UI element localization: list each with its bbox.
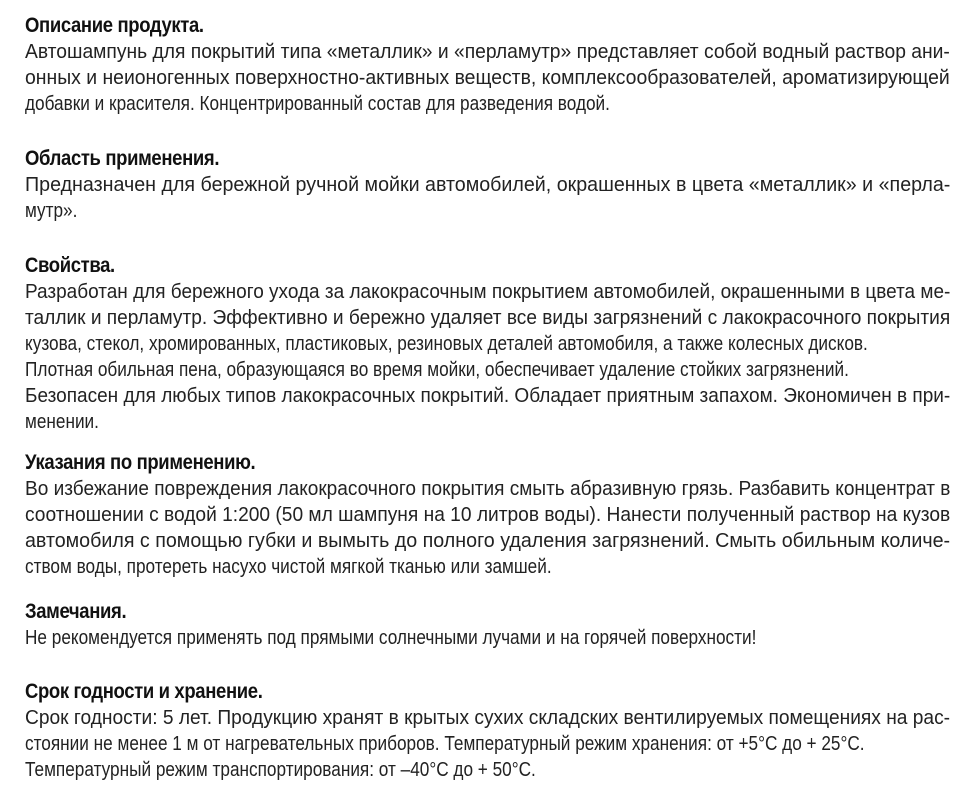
text-line: добавки и красителя. Концентрированный состав для разведения водой. — [25, 93, 610, 115]
section-properties — [25, 252, 978, 435]
section-heading: Описание продукта. — [25, 14, 204, 37]
text-line: Не рекомендуется применять под прямыми солнечными лучами и на горячей поверхности! — [25, 627, 757, 649]
text-line: ством воды, протереть насухо чистой мягкой тканью или замшей. — [25, 556, 552, 578]
section-heading: Замечания. — [25, 600, 127, 623]
text-line: онных и неионогенных поверхностно-активных веществ, комплексообразователей, ароматизирующей — [25, 67, 950, 89]
text-line: Во избежание повреждения лакокрасочного покрытия смыть абразивную грязь. Разбавить концентрат в — [25, 478, 951, 500]
text-line: стоянии не менее 1 м от нагревательных приборов. Температурный режим хранения: от +5°С до + 25°С. — [25, 733, 865, 755]
text-line: Предназначен для бережной ручной мойки автомобилей, окрашенных в цвета «металлик» и «перла- — [25, 174, 951, 196]
section-usage-instructions — [25, 449, 978, 580]
section-application-area — [25, 145, 966, 224]
text-line: Температурный режим транспортирования: от –40°С до + 50°С. — [25, 759, 536, 781]
text-line: соотношении с водой 1:200 (50 мл шампуня на 10 литров воды). Нанести полученный раствор на кузов — [25, 504, 951, 526]
section-heading: Указания по применению. — [25, 451, 256, 474]
section-product-description — [25, 12, 978, 117]
section-shelf-life-storage — [25, 678, 978, 783]
text-line: Безопасен для любых типов лакокрасочных покрытий. Обладает приятным запахом. Экономичен в при- — [25, 385, 951, 407]
section-heading: Область применения. — [25, 147, 220, 170]
text-line: Автошампунь для покрытий типа «металлик» и «перламутр» представляет собой водный раствор ани- — [25, 41, 950, 63]
text-line: автомобиля с помощью губки и вымыть до полного удаления загрязнений. Смыть обильным количе- — [25, 530, 951, 552]
text-line: менении. — [25, 411, 99, 433]
text-line: Плотная обильная пена, образующаяся во время мойки, обеспечивает удаление стойких загрязнений. — [25, 359, 849, 381]
text-line: мутр». — [25, 200, 78, 222]
section-remarks — [25, 598, 875, 651]
section-heading: Срок годности и хранение. — [25, 680, 263, 703]
text-line: таллик и перламутр. Эффективно и бережно удаляет все виды загрязнений с лакокрасочного покрытия — [25, 307, 951, 329]
section-heading: Свойства. — [25, 254, 115, 277]
text-line: Разработан для бережного ухода за лакокрасочным покрытием автомобилей, окрашенными в цвета ме- — [25, 281, 951, 303]
text-line: кузова, стекол, хромированных, пластиковых, резиновых деталей автомобиля, а также колесных дисков. — [25, 333, 868, 355]
text-line: Срок годности: 5 лет. Продукцию хранят в крытых сухих складских вентилируемых помещениях на рас- — [25, 707, 951, 729]
